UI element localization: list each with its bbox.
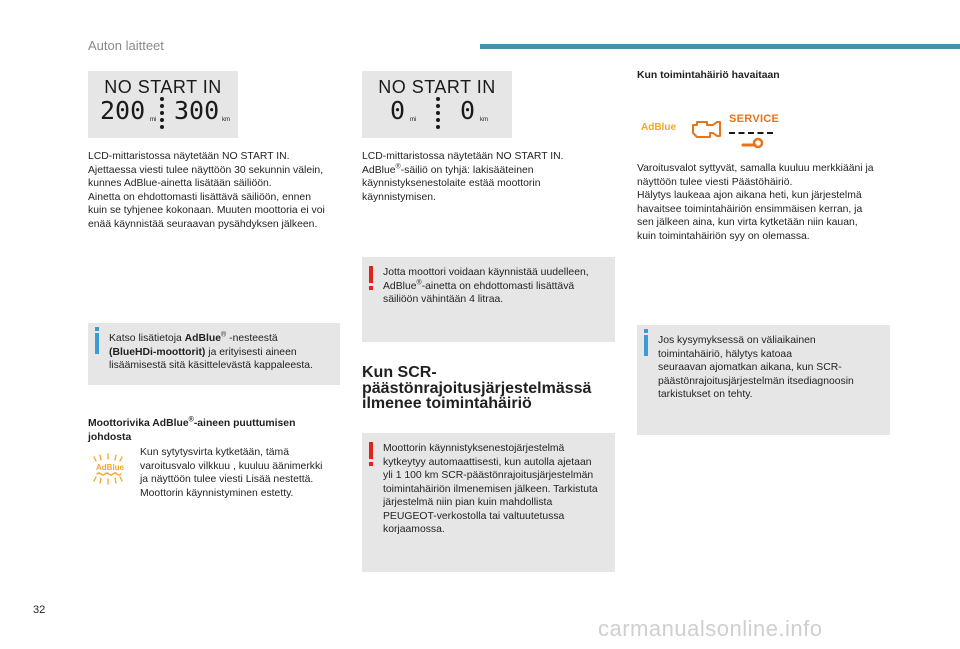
- lcd-left-value: 0: [390, 96, 406, 125]
- service-dash-line: [729, 132, 773, 134]
- adblue-icon-label: AdBlue: [96, 463, 124, 472]
- lcd-right-value: 300: [174, 96, 220, 125]
- detection-heading: Kun toimintahäiriö havaitaan: [637, 70, 780, 81]
- lcd-separator-icon: [160, 97, 164, 133]
- col2-paragraph: LCD-mittaristossa näytetään NO START IN. AdBlue®-säiliö on tyhjä: lakisääteinen käynnistyksenestolaite estää moottorin käynnistymisen.: [362, 151, 564, 203]
- col3-paragraph: Varoitusvalot syttyvät, samalla kuuluu merkkiääni ja näyttöön tulee viesti Päästöhäiriö. Hälytys laukeaa ajon aikana heti, kun järjestelmä havaitsee toimintahäiriön ensimmäisen kerran, ja sen jälkeen aina, kun virta kytketään niin kauan, kuin toimintahäiriön syy on olemassa.: [637, 163, 874, 242]
- fault-text: Kun sytytysvirta kytketään, tämä varoitusvalo vilkkuu , kuuluu äänimerkki ja näyttöön tulee viesti Lisää nestettä. Moottorin käynnistyminen estetty.: [140, 447, 323, 499]
- fault-heading: Moottorivika AdBlue®-aineen puuttumisen johdosta: [88, 416, 296, 443]
- watermark: carmanualsonline.info: [598, 616, 823, 641]
- lcd-right-value: 0: [460, 96, 476, 125]
- warning-icon: [369, 266, 373, 283]
- wrench-icon: [741, 135, 763, 154]
- header-accent-bar: [480, 44, 960, 49]
- engine-check-icon: [689, 117, 723, 146]
- lcd-left-unit: mi: [410, 117, 417, 123]
- adblue-warning-icon: [88, 452, 128, 486]
- warning-icon: [369, 442, 373, 459]
- info-icon: [95, 333, 99, 354]
- lcd-display-no-start-0: [362, 71, 512, 138]
- lcd-left-value: 200: [100, 96, 146, 125]
- lcd-title: NO START IN: [104, 77, 222, 97]
- warning-box-scr: Moottorin käynnistyksenestojärjestelmä kytkeytyy automaattisesti, kun autolla ajetaan yli 1 100 km SCR-päästönrajoitusjärjestelmän toimintahäiriön ilmenemisen jälkeen. Tarkistuta järjestelmä niin pian kuin mahdollista PEUGEOT-verkostolla tai valtuutetussa korjaamossa.: [362, 433, 615, 572]
- info-box-temporary-fault: Jos kysymyksessä on väliaikainen toimintahäiriö, hälytys katoaa seuraavan ajomatkan aikana, kun SCR- päästönrajoitusjärjestelmän itsediagnoosin tarkistukset on tehty.: [637, 325, 890, 435]
- lcd-title: NO START IN: [378, 77, 496, 97]
- lcd-left-unit: mi: [150, 117, 157, 123]
- service-label: SERVICE: [729, 113, 780, 125]
- warning-box-refill: Jotta moottori voidaan käynnistää uudelleen, AdBlue®-ainetta on ehdottomasti lisättävä säiliöön vähintään 4 litraa.: [362, 257, 615, 342]
- info-box-adblue: Katso lisätietoja AdBlue® -nesteestä (BlueHDi-moottorit) ja erityisesti aineen lisäämisestä sitä käsittelevästä kappaleesta.: [88, 323, 340, 385]
- info-icon: [644, 335, 648, 356]
- adblue-engine-warning-icons: [641, 113, 781, 149]
- adblue-label-icon: AdBlue: [641, 122, 676, 133]
- lcd-right-unit: km: [222, 117, 230, 123]
- page-number: 32: [33, 604, 46, 616]
- lcd-display-no-start-200: [88, 71, 238, 138]
- col1-paragraph: LCD-mittaristossa näytetään NO START IN. Ajettaessa viesti tulee näyttöön 30 sekunnin välein, kunnes AdBlue-ainetta lisätään säiliöön. Ainetta on ehdottomasti lisättävä säiliöön, ennen kuin se tyhjenee kokonaan. Muuten moottoria ei voi enää käynnistää seuraavan pysähdyksen jälkeen.: [88, 151, 325, 230]
- scr-fault-heading: Kun SCR- päästönrajoitusjärjestelmässä ilmenee toimintahäiriö: [362, 364, 592, 412]
- lcd-separator-icon: [436, 97, 440, 133]
- lcd-right-unit: km: [480, 117, 488, 123]
- section-title: Auton laitteet: [88, 38, 164, 53]
